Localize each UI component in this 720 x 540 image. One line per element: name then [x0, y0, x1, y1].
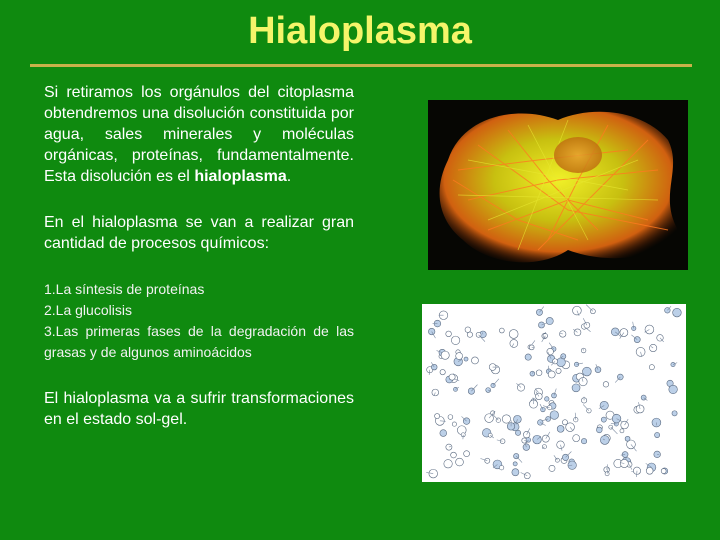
list-item: 2.La glucolisis: [44, 302, 132, 318]
slide-title: Hialoplasma: [248, 10, 472, 52]
cytoskeleton-micrograph: [428, 100, 688, 270]
intro-text: Si retiramos los orgánulos del citoplasma obtendremos una disolución constituida por agua, sales minerales y moléculas orgánicas, proteínas, fundamentalmente. Esta disolución es el: [44, 84, 354, 185]
list-item: 3.Las primeras fases de la degradación de las grasas y de algunos aminoácidos: [44, 323, 354, 360]
list-item: 1.La síntesis de proteínas: [44, 281, 205, 297]
hyaloplasm-network-drawing: [422, 304, 686, 482]
intro-paragraph: [44, 82, 354, 187]
process-list: [44, 279, 354, 363]
intro-bold-term: hialoplasma: [194, 168, 287, 185]
title-divider: [30, 64, 692, 67]
processes-paragraph: En el hialoplasma se van a realizar gran cantidad de procesos químicos:: [44, 214, 354, 252]
text-column: [44, 82, 354, 455]
intro-end: .: [286, 168, 292, 185]
sol-gel-paragraph: El hialoplasma va a sufrir transformaciones en el estado sol-gel.: [44, 390, 354, 428]
